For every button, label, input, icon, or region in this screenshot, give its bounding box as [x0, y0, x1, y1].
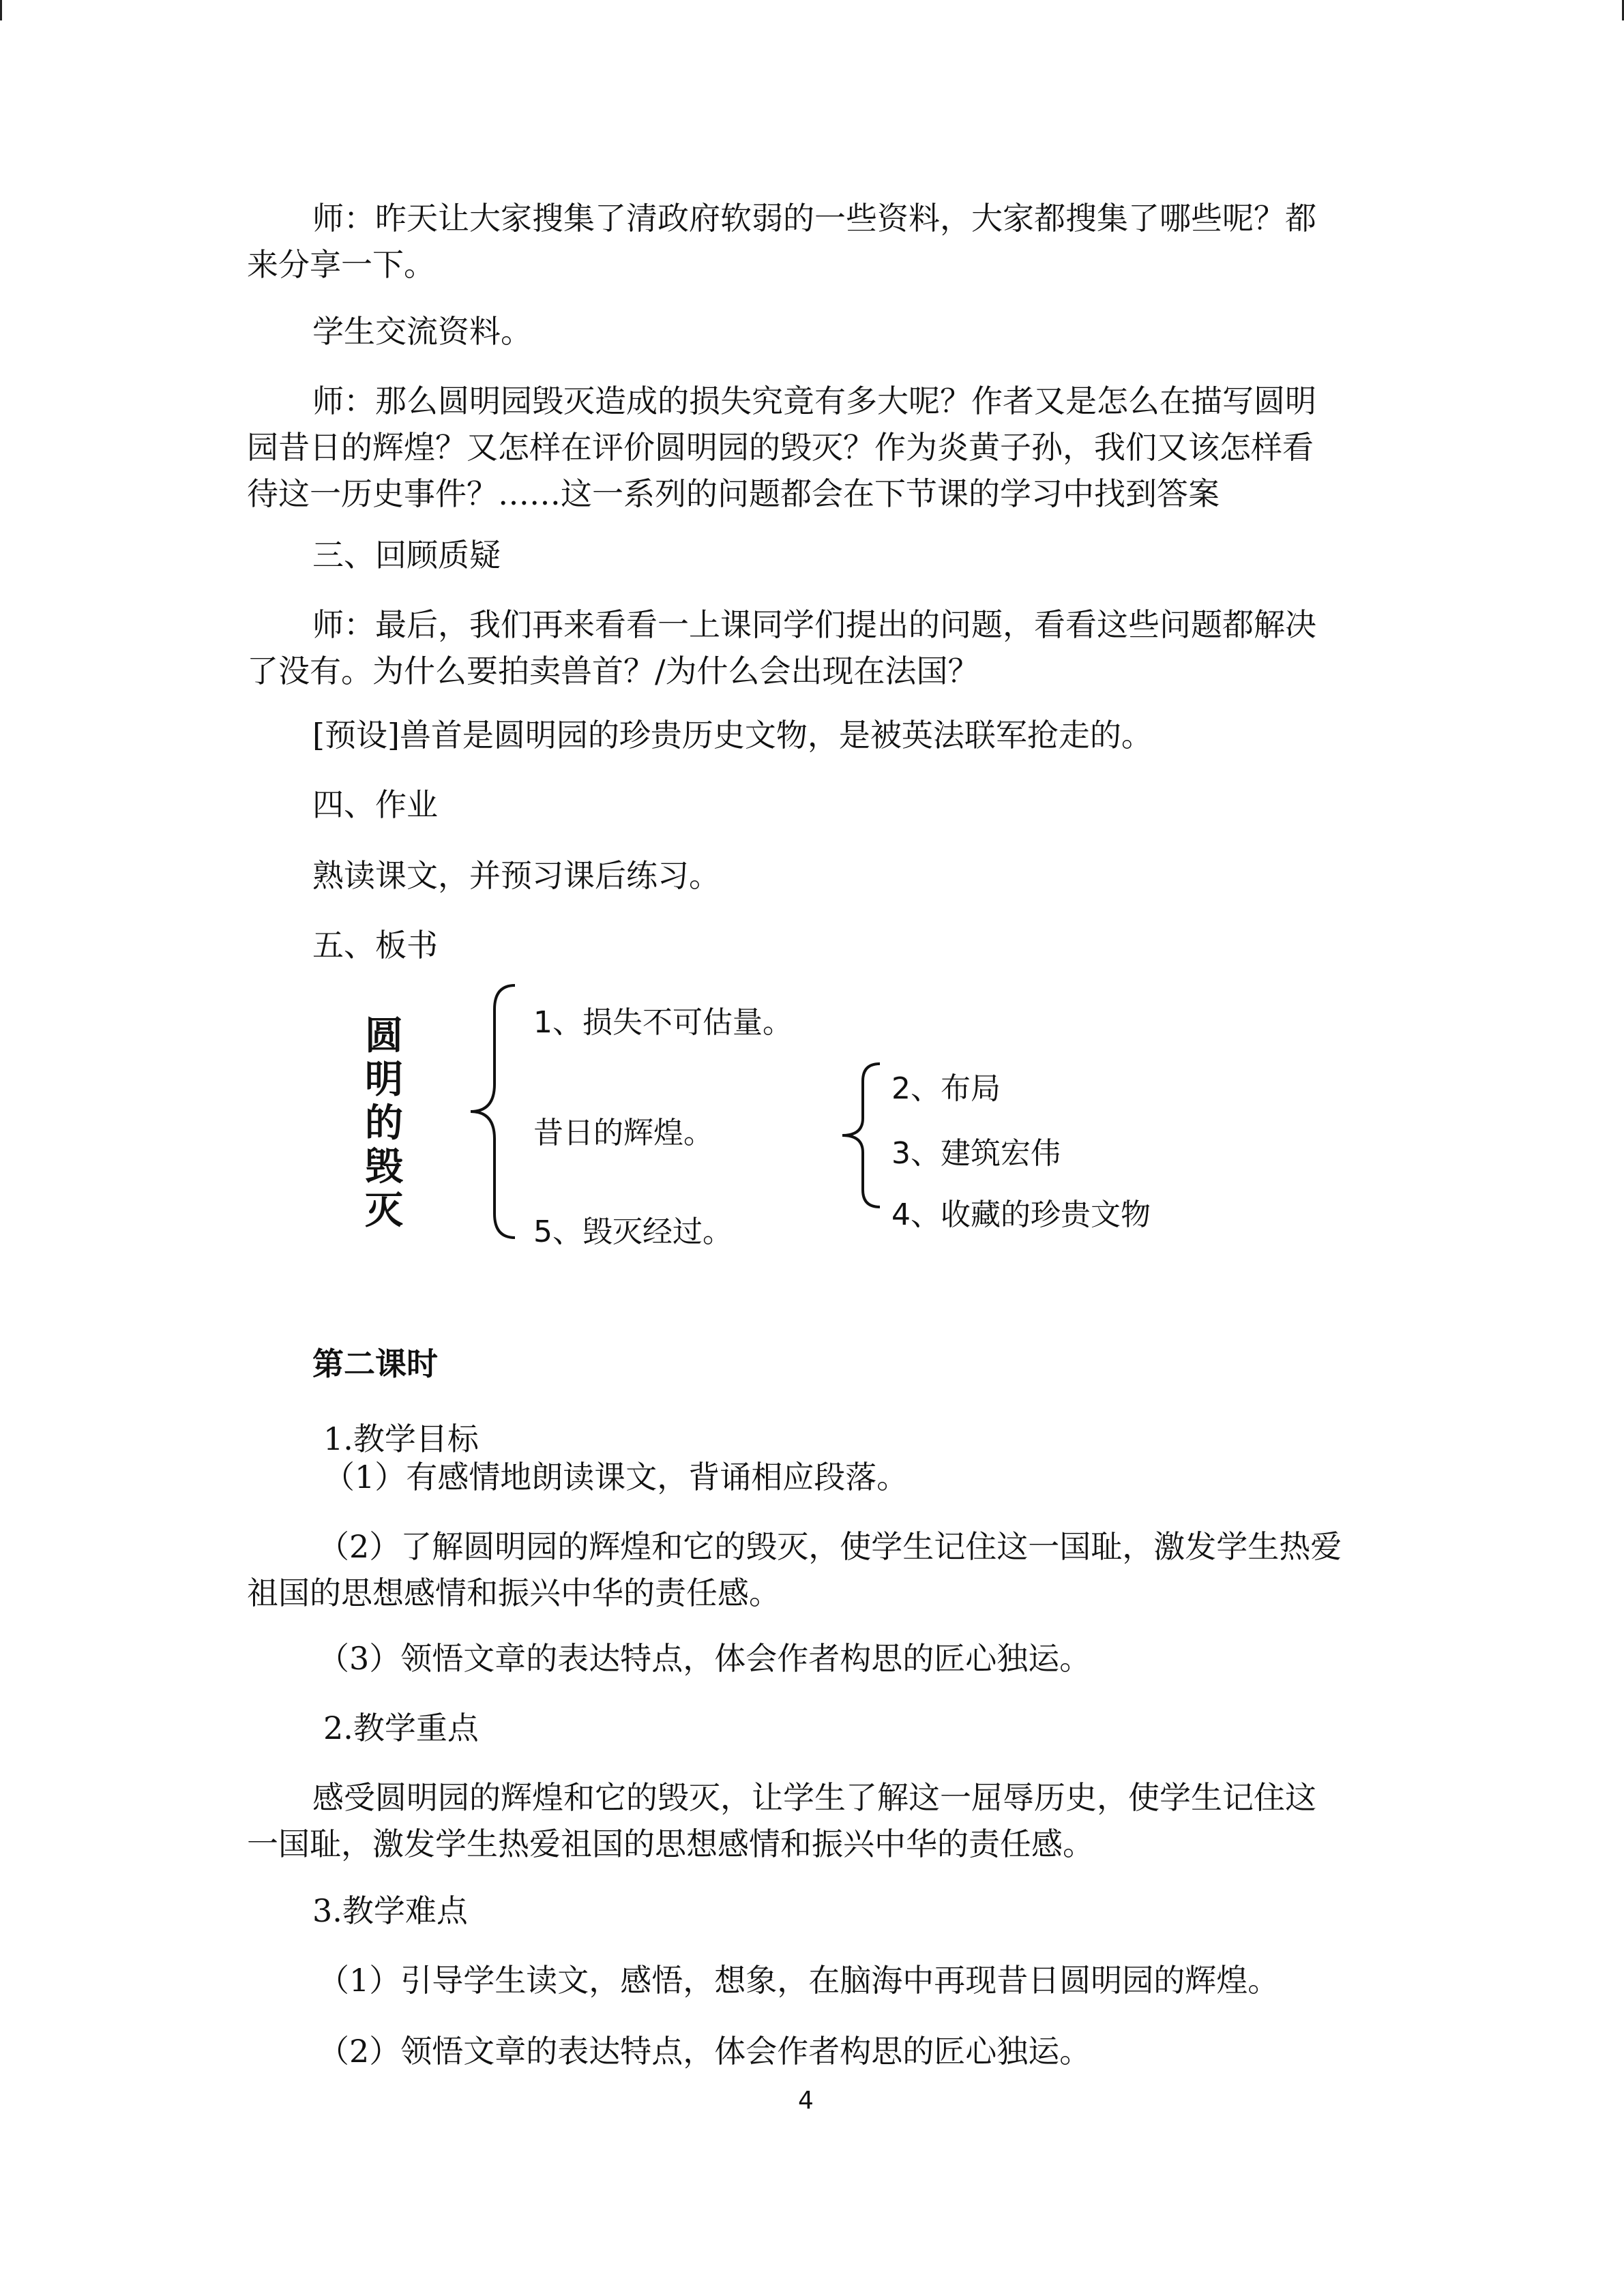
paragraph-student-exchange: 学生交流资料。	[312, 313, 532, 350]
goal-1: （1）有感情地朗读课文，背诵相应段落。	[323, 1459, 909, 1495]
paragraph-preset-answer: [预设]兽首是圆明园的珍贵历史文物，是被英法联军抢走的。	[312, 717, 1153, 754]
section-homework-heading: 四、作业	[312, 786, 438, 823]
section-board-heading: 五、板书	[312, 927, 438, 964]
difficulty-1: （1）引导学生读文，感悟，想象，在脑海中再现昔日圆明园的辉煌。	[318, 1962, 1280, 1999]
board-title-char: 的	[365, 1101, 403, 1146]
paragraph-teacher-materials: 师：昨天让大家搜集了清政府软弱的一些资料，大家都搜集了哪些呢？都 来分享一下。	[247, 200, 1316, 283]
paragraph-teacher-review: 师：最后，我们再来看看一上课同学们提出的问题，看看这些问题都解决 了没有。为什么要拍卖兽首？/为什么会出现在法国？	[247, 606, 1316, 689]
board-title-char: 毁	[365, 1145, 403, 1189]
board-title-char: 明	[365, 1058, 403, 1102]
paragraph-teacher-questions: 师：那么圆明园毁灭造成的损失究竟有多大呢？作者又是怎么在描写圆明 园昔日的辉煌？又怎样在评价圆明园的毁灭？作为炎黄子孙，我们又该怎样看 待这一历史事件？……这一系列的问题都会在下节课的学习中找到答案	[247, 383, 1316, 512]
difficulty-2: （2）领悟文章的表达特点，体会作者构思的匠心独运。	[318, 2033, 1091, 2070]
goal-2: （2）了解圆明园的辉煌和它的毁灭，使学生记住这一国耻，激发学生热爱 祖国的思想感情和振兴中华的责任感。	[247, 1528, 1342, 1611]
page-corner-mark	[0, 0, 2, 20]
board-sub-architecture: 3、建筑宏伟	[891, 1136, 1061, 1171]
lesson2-heading: 第二课时	[312, 1345, 438, 1382]
goal-3: （3）领悟文章的表达特点，体会作者构思的匠心独运。	[318, 1640, 1091, 1677]
board-title-vertical	[360, 1015, 408, 1233]
board-title-char: 灭	[365, 1189, 403, 1233]
board-title-char: 圆	[365, 1014, 403, 1058]
difficulty-title: 3.教学难点	[312, 1892, 468, 1929]
goals-title: 1.教学目标	[323, 1420, 479, 1457]
board-sub-treasures: 4、收藏的珍贵文物	[891, 1197, 1151, 1232]
board-brace-main	[457, 982, 525, 1241]
paragraph-homework: 熟读课文，并预习课后练习。	[312, 857, 720, 894]
board-item-glory: 昔日的辉煌。	[533, 1116, 713, 1150]
board-item-destruction: 5、毁灭经过。	[533, 1214, 733, 1249]
board-brace-sub	[829, 1060, 890, 1210]
section-review-heading: 三、回顾质疑	[312, 537, 501, 573]
focus-text: 感受圆明园的辉煌和它的毁灭，让学生了解这一屈辱历史，使学生记住这 一国耻，激发学生热爱祖国的思想感情和振兴中华的责任感。	[247, 1779, 1316, 1862]
board-sub-layout: 2、布局	[891, 1071, 1001, 1106]
board-item-loss: 1、损失不可估量。	[533, 1005, 793, 1040]
page-number: 4	[798, 2087, 814, 2115]
focus-title: 2.教学重点	[323, 1710, 479, 1746]
